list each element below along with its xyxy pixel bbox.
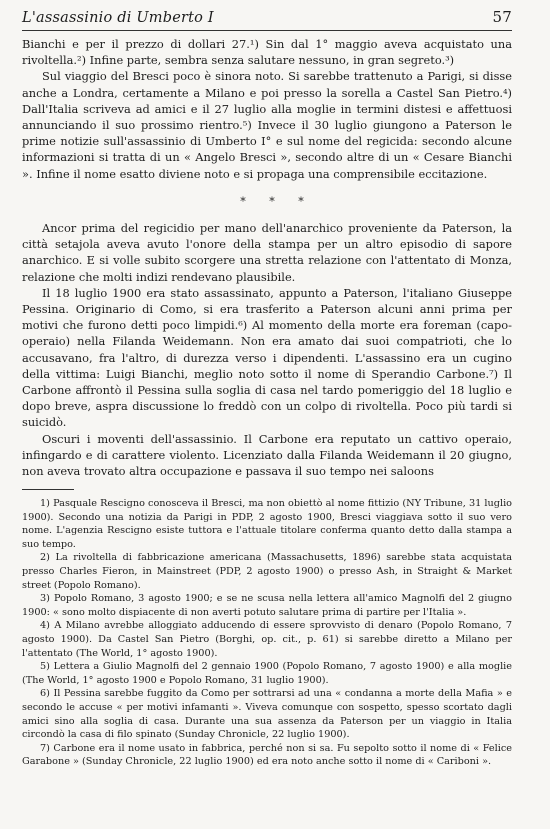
footnotes [22, 497, 512, 769]
running-title: L'assassinio di Umberto I [22, 10, 214, 26]
footnote-2: 2) La rivoltella di fabbricazione americana (Massachusetts, 1896) sarebbe stata acquistata presso Charles Fieron, in Mainstreet (PDP, 2 agosto 1900) o presso Ash, in Straight & Market street (Popolo Romano). [22, 552, 512, 591]
section-separator: * * * [240, 194, 314, 208]
running-header [22, 6, 512, 26]
footnote-5: 5) Lettera a Giulio Magnolfi del 2 gennaio 1900 (Popolo Romano, 7 agosto 1900) e alla moglie (The World, 1° agosto 1900 e Popolo Romano, 31 luglio 1900). [22, 661, 512, 686]
header-rule [22, 30, 512, 31]
footnote-4: 4) A Milano avrebbe alloggiato adducendo di essere sprovvisto di denaro (Popolo Romano, 7 agosto 1900). Da Castel San Pietro (Borghi, op. cit., p. 61) si sarebbe diretto a Milano per l'attentato (The World, 1° agosto 1900). [22, 620, 512, 659]
paragraph-4: Il 18 luglio 1900 era stato assassinato, appunto a Paterson, l'italiano Giuseppe Pessina. Originario di Como, si era trasferito a Paterson alcuni anni prima per motivi che furono detti poco limpidi.⁶) Al momento della morte era foreman (capo-operaio) nella Filanda Weidemann. Non era amato dai suoi compatrioti, che lo accusavano, fra l'altro, di durezza verso i dipendenti. L'assassino era un cugino della vittima: Luigi Bianchi, meglio noto sotto il nome di Sperandio Carbone.⁷) Il Carbone affrontò il Pessina sulla soglia di casa nel tardo pomeriggio del 18 luglio e dopo breve, aspra discussione lo freddò con un colpo di rivoltella. Poco più tardi si suicidò. [22, 285, 512, 430]
page-number: 57 [492, 8, 512, 26]
paragraph-2: Sul viaggio del Bresci poco è sinora noto. Si sarebbe trattenuto a Parigi, si disse anche a Londra, certamente a Milano e poi presso la sorella a Castel San Pietro.⁴) Dall'Italia scriveva ad amici e il 27 luglio alla moglie in termini distesi e affettuosi annunciando il suo prossimo rientro.⁵) Invece il 30 luglio giungono a Paterson le prime notizie sull'assassinio di Umberto I° e sul nome del regicida: secondo alcune informazioni si tratta di un « Angelo Bresci », secondo altre di un « Cesare Bianchi ». Infine il nome esatto diviene noto e si propaga una comprensibile eccitazione. [22, 69, 512, 181]
footnote-rule [22, 489, 74, 490]
body-text [22, 36, 512, 479]
paragraph-5: Oscuri i moventi dell'assassinio. Il Carbone era reputato un cattivo operaio, infingardo e di carattere violento. Licenziato dalla Filanda Weidemann il 20 giugno, non aveva trovato altra occupazione e passava il suo tempo nei saloons [22, 431, 512, 479]
footnote-6: 6) Il Pessina sarebbe fuggito da Como per sottrarsi ad una « condanna a morte della Mafia » e secondo le accuse « per motivi infamanti ». Viveva comunque con sospetto, spesso scortato dagli amici sino alla soglia di casa. Durante una sua assenza da Paterson per un viaggio in Italia circondò la casa di filo spinato (Sunday Chronicle, 22 luglio 1900). [22, 688, 512, 741]
footnote-1: 1) Pasquale Rescigno conosceva il Bresci, ma non obiettò al nome fittizio (NY Tribune, 31 luglio 1900). Secondo una notizia da Parigi in PDP, 2 agosto 1900, Bresci viaggiava sotto il suo vero nome. L'agenzia Rescigno esiste tuttora e l'attuale titolare conferma quanto detto dalla stampa a suo tempo. [22, 498, 512, 550]
paragraph-3: Ancor prima del regicidio per mano dell'anarchico proveniente da Paterson, la città setajola aveva avuto l'onore della stampa per un altro episodio di sapore anarchico. E si volle subito scorgere una stretta relazione con l'attentato di Monza, relazione che molti indizi rendevano plausibile. [22, 221, 512, 284]
footnote-7: 7) Carbone era il nome usato in fabbrica, perché non si sa. Fu sepolto sotto il nome di « Felice Garabone » (Sunday Chronicle, 22 luglio 1900) ed era noto anche sotto il nome di « Cariboni ». [22, 742, 512, 768]
footnote-3: 3) Popolo Romano, 3 agosto 1900; e se ne scusa nella lettera all'amico Magnolfi del 2 giugno 1900: « sono molto dispiacente di non averti potuto salutare prima di partire per l'Italia ». [22, 593, 512, 618]
paragraph-1: Bianchi e per il prezzo di dollari 27.¹) Sin dal 1° maggio aveva acquistato una rivoltella.²) Infine parte, sembra senza salutare nessuno, in gran segreto.³) [22, 37, 512, 68]
